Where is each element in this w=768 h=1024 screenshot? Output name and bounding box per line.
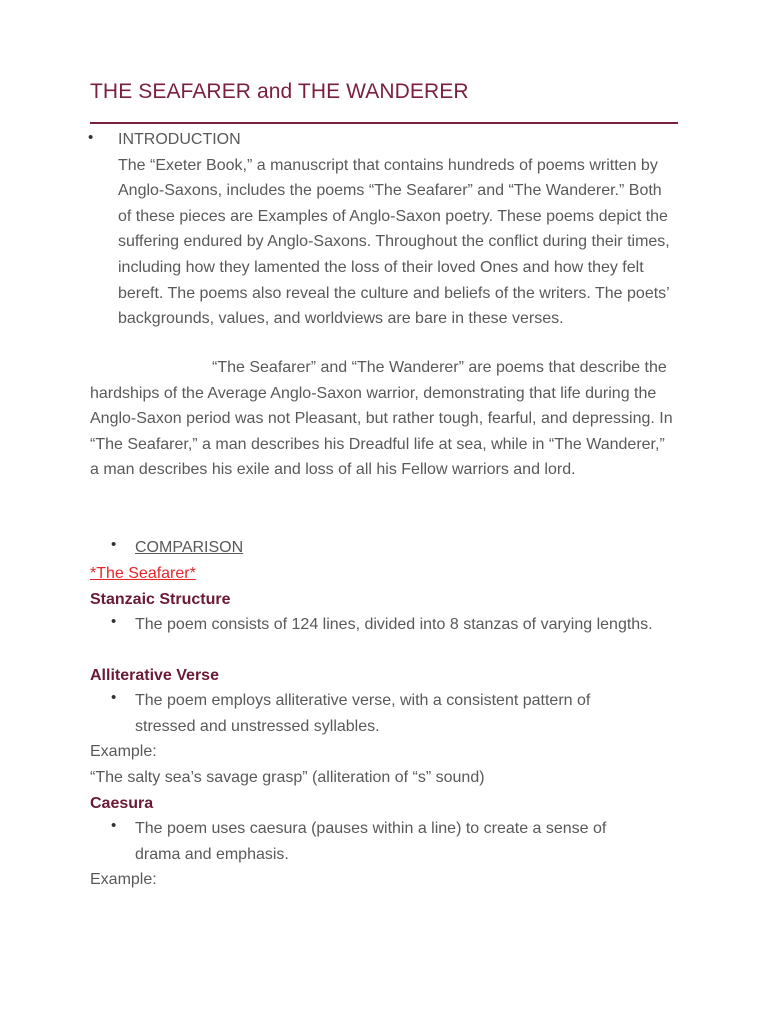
introduction-section <box>118 127 678 332</box>
seafarer-label: *The Seafarer* <box>90 565 196 582</box>
alliterative-verse-bullet: The poem employs alliterative verse, with a consistent pattern of stressed and unstressed syllables. <box>135 692 591 735</box>
introduction-label: INTRODUCTION <box>118 131 241 148</box>
section-heading-alliterative-verse: Alliterative Verse <box>90 667 219 684</box>
section-heading-caesura: Caesura <box>90 795 154 812</box>
introduction-body: The “Exeter Book,” a manuscript that contains hundreds of poems written by Anglo-Saxons, includes the poems “The Seafarer” and “The Wanderer.” Both of these pieces are Examples of Anglo-Saxon poetry. These poems depict the suffering endured by Anglo-Saxons. Throughout the conflict during their times, including how they lamented the loss of their loved Ones and how they felt bereft. The poems also reveal the culture and beliefs of the writers. The poets’ backgrounds, values, and worldviews are bare in these verses. <box>118 156 670 328</box>
comparison-label: COMPARISON <box>135 539 244 556</box>
body-paragraph: “The Seafarer” and “The Wanderer” are poems that describe the hardships of the Average Anglo-Saxon warrior, demonstrating that life during the Anglo-Saxon period was not Pleasant, but rather tough, fearful, and depressing. In “The Seafarer,” a man describes his Dreadful life at sea, while in “The Wanderer,” a man describes his exile and loss of all his Fellow warriors and lord. <box>90 359 673 479</box>
example-label: Example: <box>90 871 157 888</box>
bullet-icon: • <box>111 689 117 706</box>
title-underline <box>90 122 678 124</box>
stanzaic-structure-bullet: The poem consists of 124 lines, divided into 8 stanzas of varying lengths. <box>135 616 653 633</box>
bullet-icon: • <box>111 536 117 553</box>
example-label: Example: <box>90 743 157 760</box>
bullet-icon: • <box>111 613 117 630</box>
bullet-icon: • <box>88 129 94 146</box>
document-title: THE SEAFARER and THE WANDERER <box>90 80 469 103</box>
bullet-icon: • <box>111 817 117 834</box>
example-quote: “The salty sea’s savage grasp” (alliteration of “s” sound) <box>90 769 485 786</box>
caesura-bullet: The poem uses caesura (pauses within a line) to create a sense of drama and emphasis. <box>135 820 607 863</box>
section-heading-stanzaic-structure: Stanzaic Structure <box>90 591 231 608</box>
